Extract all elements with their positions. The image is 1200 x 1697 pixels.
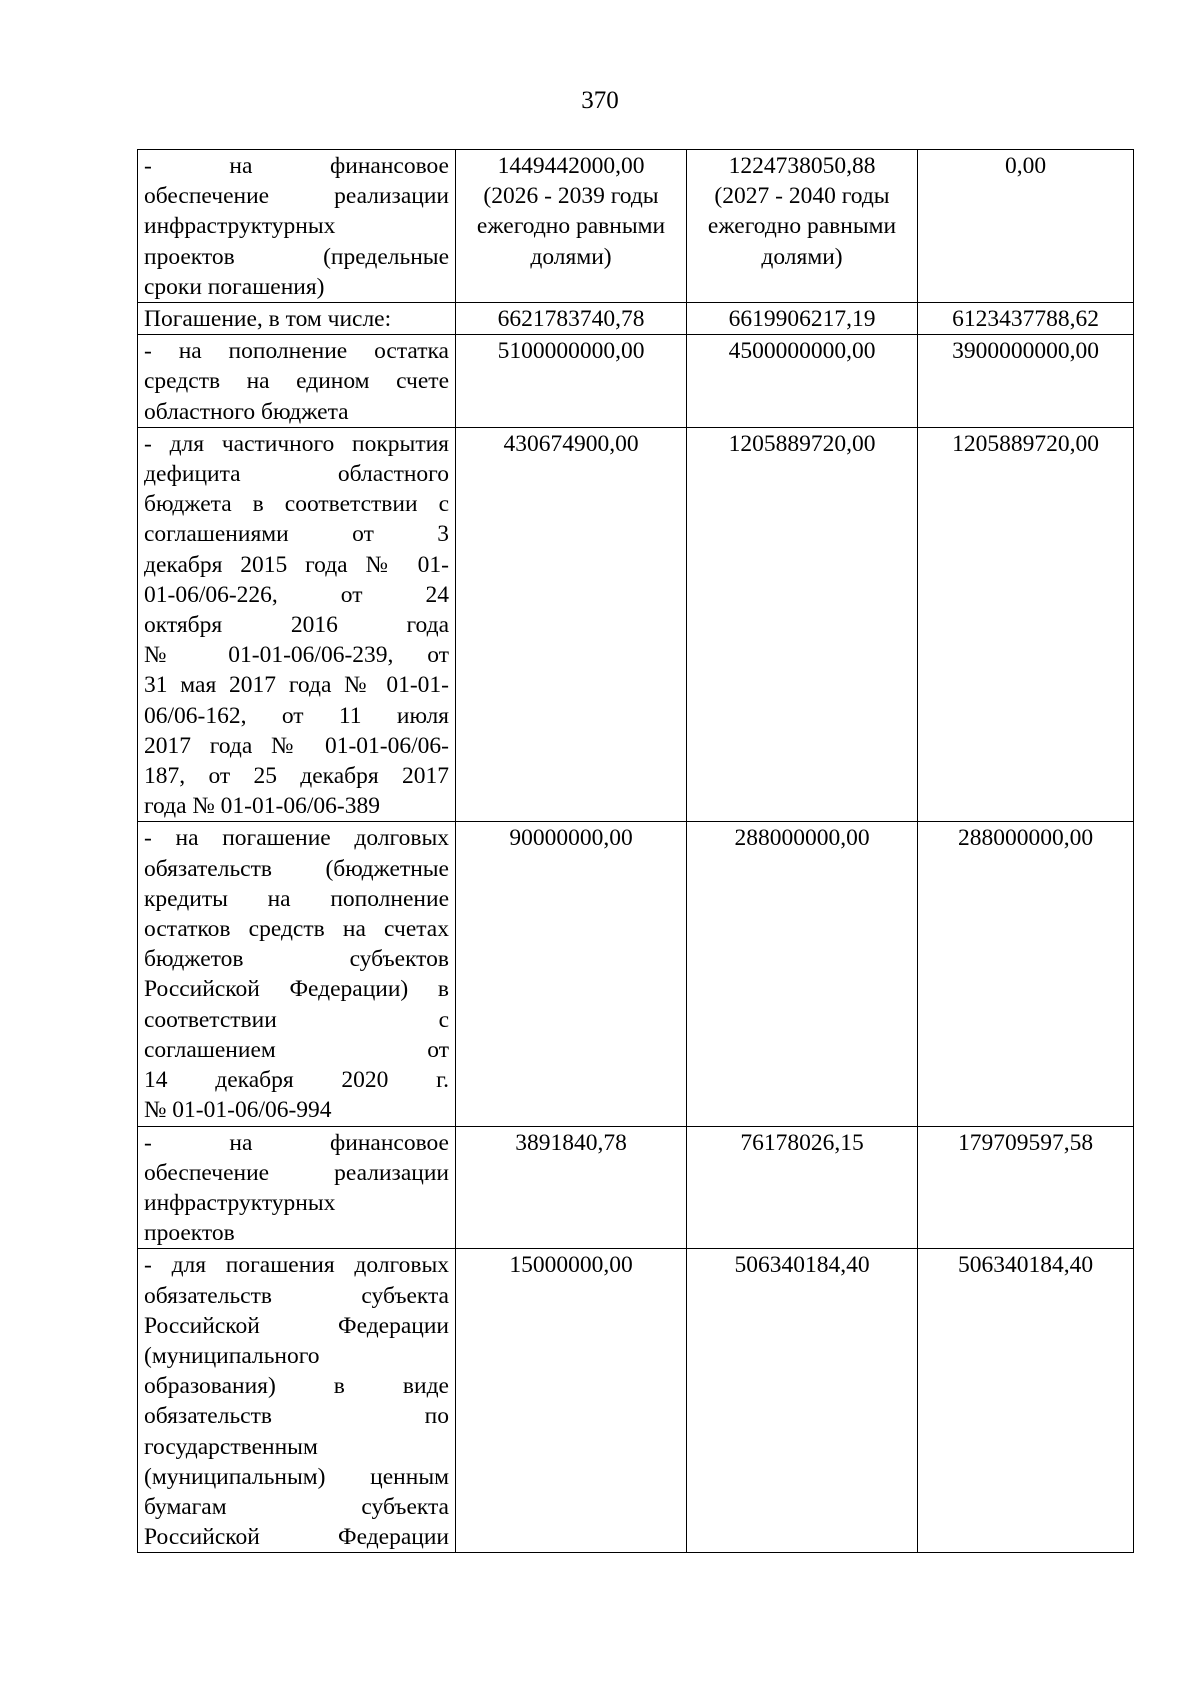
description-line: Российской Федерации xyxy=(144,1524,449,1551)
amount-line: ежегодно равными xyxy=(476,213,666,240)
description-line: № 01-01-06/06-239, от xyxy=(144,642,449,669)
description-line: соответствии с xyxy=(144,1006,449,1033)
amount-cell-1 xyxy=(456,822,687,1126)
description-line: 187, от 25 декабря 2017 xyxy=(144,763,449,790)
amount-cell-2 xyxy=(687,303,918,335)
amount-line: 1449442000,00 xyxy=(497,153,645,179)
description-line: - на финансовое xyxy=(144,153,449,179)
description-line: октября 2016 года xyxy=(144,612,449,639)
table-row xyxy=(138,335,1134,428)
description-line: 14 декабря 2020 г. xyxy=(144,1067,449,1094)
amount-line: долями) xyxy=(530,243,612,270)
table-row xyxy=(138,822,1134,1126)
amount-cell-3 xyxy=(918,150,1134,303)
budget-table xyxy=(137,149,1134,1553)
amount-cell-1 xyxy=(456,427,687,822)
row-description xyxy=(138,1249,456,1553)
amount-cell-3 xyxy=(918,1249,1134,1553)
amount-cell-1 xyxy=(456,1126,687,1249)
amount-cell-2 xyxy=(687,335,918,428)
description-line: образования) в виде xyxy=(144,1373,449,1400)
description-line: Российской Федерации) в xyxy=(144,976,449,1003)
table-body xyxy=(138,150,1134,1553)
amount-cell-1 xyxy=(456,335,687,428)
amount-line: 3891840,78 xyxy=(515,1129,627,1156)
amount-cell-3 xyxy=(918,427,1134,822)
description-line: декабря 2015 года № 01- xyxy=(144,551,449,578)
row-description xyxy=(138,1126,456,1249)
table-row xyxy=(138,427,1134,822)
page-number: 370 xyxy=(581,87,619,114)
description-line: областного бюджета xyxy=(144,398,349,425)
amount-cell-3 xyxy=(918,335,1134,428)
amount-cell-2 xyxy=(687,822,918,1126)
description-line: инфраструктурных xyxy=(144,1189,336,1216)
description-line: дефицита областного xyxy=(144,461,449,488)
description-line: бумагам субъекта xyxy=(144,1493,449,1520)
description-line: обязательств субъекта xyxy=(144,1282,449,1309)
amount-cell-2 xyxy=(687,427,918,822)
amount-cell-1 xyxy=(456,150,687,303)
amount-line: 5100000000,00 xyxy=(497,338,645,365)
amount-cell-3 xyxy=(918,1126,1134,1249)
amount-cell-3 xyxy=(918,822,1134,1126)
description-line: обеспечение реализации xyxy=(144,1159,449,1186)
amount-line: долями) xyxy=(761,243,843,270)
description-line: - на финансовое xyxy=(144,1129,449,1156)
description-line: - для погашения долговых xyxy=(144,1252,449,1279)
description-line: 01-06/06-226, от 24 xyxy=(144,581,449,608)
amount-line: 6619906217,19 xyxy=(728,306,876,333)
description-line: обеспечение реализации xyxy=(144,183,449,210)
amount-line: 288000000,00 xyxy=(734,825,870,852)
amount-line: (2026 - 2039 годы xyxy=(483,183,659,210)
row-description xyxy=(138,427,456,822)
amount-line: 506340184,40 xyxy=(734,1252,870,1279)
amount-line: 0,00 xyxy=(1004,153,1047,179)
description-line: проектов xyxy=(144,1220,235,1247)
description-line: сроки погашения) xyxy=(144,273,325,300)
description-line: 31 мая 2017 года № 01-01- xyxy=(144,672,449,699)
description-line: года № 01-01-06/06-389 xyxy=(144,793,380,820)
description-line: - на пополнение остатка xyxy=(144,338,449,365)
description-line: - на погашение долговых xyxy=(144,825,449,852)
amount-line: 506340184,40 xyxy=(957,1252,1094,1279)
table-row xyxy=(138,303,1134,335)
description-line: 2017 года № 01-01-06/06- xyxy=(144,732,449,759)
amount-line: 15000000,00 xyxy=(509,1252,633,1279)
row-description xyxy=(138,303,456,335)
amount-line: 288000000,00 xyxy=(957,825,1094,852)
description-line: кредиты на пополнение xyxy=(144,885,449,912)
description-line: бюджета в соответствии с xyxy=(144,491,449,518)
description-line: Российской Федерации xyxy=(144,1312,449,1339)
amount-line: 430674900,00 xyxy=(503,430,639,457)
amount-cell-3 xyxy=(918,303,1134,335)
description-line: инфраструктурных xyxy=(144,213,336,240)
amount-line: 76178026,15 xyxy=(740,1129,864,1156)
description-line: обязательств по xyxy=(144,1403,449,1430)
amount-cell-2 xyxy=(687,1249,918,1553)
description-line: государственным xyxy=(144,1433,318,1460)
description-line: обязательств (бюджетные xyxy=(144,855,449,882)
description-line: (муниципальным) ценным xyxy=(144,1463,449,1490)
description-line: (муниципального xyxy=(144,1342,320,1369)
description-line: остатков средств на счетах xyxy=(144,916,449,943)
row-description xyxy=(138,150,456,303)
amount-line: 1205889720,00 xyxy=(728,430,876,457)
amount-line: 6621783740,78 xyxy=(497,306,645,333)
amount-line: ежегодно равными xyxy=(707,213,897,240)
description-line: 06/06-162, от 11 июля xyxy=(144,702,449,729)
amount-cell-1 xyxy=(456,303,687,335)
amount-line: 3900000000,00 xyxy=(952,338,1099,365)
description-line: средств на едином счете xyxy=(144,368,449,395)
amount-line: 1205889720,00 xyxy=(952,430,1099,457)
description-line: проектов (предельные xyxy=(144,243,449,270)
table-row xyxy=(138,1126,1134,1249)
description-line: соглашениями от 3 xyxy=(144,521,449,548)
description-line: № 01-01-06/06-994 xyxy=(144,1097,332,1124)
description-line: соглашением от xyxy=(144,1036,449,1063)
row-description xyxy=(138,335,456,428)
description-line: - для частичного покрытия xyxy=(144,430,449,457)
amount-cell-2 xyxy=(687,150,918,303)
amount-cell-1 xyxy=(456,1249,687,1553)
amount-line: 90000000,00 xyxy=(509,825,633,852)
description-line: бюджетов субъектов xyxy=(144,946,449,973)
amount-cell-2 xyxy=(687,1126,918,1249)
row-description xyxy=(138,822,456,1126)
amount-line: 6123437788,62 xyxy=(952,306,1099,333)
amount-line: 4500000000,00 xyxy=(728,338,876,365)
amount-line: 1224738050,88 xyxy=(728,153,876,179)
amount-line: 179709597,58 xyxy=(957,1129,1094,1156)
amount-line: (2027 - 2040 годы xyxy=(714,183,890,210)
table-row xyxy=(138,1249,1134,1553)
description-line: Погашение, в том числе: xyxy=(144,306,392,333)
table-row xyxy=(138,150,1134,303)
